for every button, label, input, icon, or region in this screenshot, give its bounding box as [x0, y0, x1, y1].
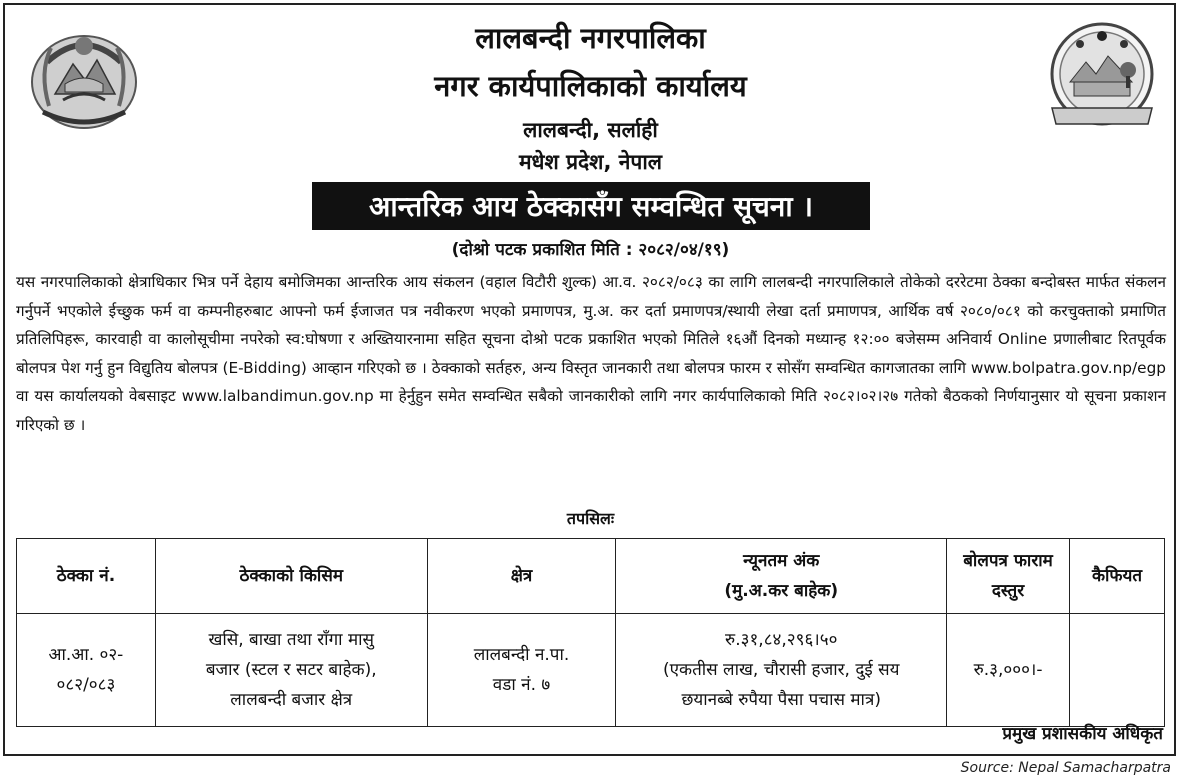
notice-title-banner: आन्तरिक आय ठेक्कासँग सम्वन्धित सूचना । [312, 182, 870, 230]
area-line-2: वडा नं. ७ [492, 675, 551, 695]
notice-body: यस नगरपालिकाको क्षेत्राधिकार भित्र पर्ने देहाय बमोजिमका आन्तरिक आय संकलन (वहाल विटौरी शुल्क) आ.व. २०८२/०८३ का लागि लालबन्दी नगरपालिकाले तोकेको दररेटमा ठेक्का बन्दोबस्त मार्फत संकलन गर्नुपर्ने भएकोले ईच्छुक फर्म वा कम्पनीहरुबाट आफ्नो फर्म ईजाजत पत्र नवीकरण भएको प्रमाणपत्र, मु.अ. कर दर्ता प्रमाणपत्र/स्थायी लेखा दर्ता प्रमाणपत्र, आर्थिक वर्ष २०८०/०८१ को करचुक्ताको प्रमाणित प्रतिलिपिहरू, कारवाही वा कालोसूचीमा नपरेको स्व:घोषणा र अख्तियारनामा सहित सूचना दोश्रो पटक प्रकाशित भएको मितिले १६औं दिनको मध्यान्ह १२:०० बजेसम्म अनिवार्य Online प्रणालीबाट रितपूर्वक बोलपत्र पेश गर्नु हुन विद्युतिय बोलपत्र (E-Bidding) आव्हान गरिएको छ । ठेक्काको सर्तहरु, अन्य विस्तृत जानकारी तथा बोलपत्र फारम र सोसँग सम्वन्धित कागजातका लागि www.bolpatra.gov.np/egp वा यस कार्यालयको वेबसाइट www.lalbandimun.gov.np मा हेर्नुहुन समेत सम्वन्धित सबैको जानकारीको लागि नगर कार्यपालिकाको मिति २०८२।०२।२७ गतेको बैठकको निर्णयानुसार यो सूचना प्रकाशन गरिएको छ । [16, 273, 1166, 434]
province-country: मधेश प्रदेश, नेपाल [519, 150, 662, 174]
min-amount-note: (मु.अ.कर बाहेक) [724, 581, 839, 601]
col-header-remarks: कैफियत [1070, 539, 1165, 614]
municipality-name: लालबन्दी नगरपालिका [475, 21, 706, 55]
tender-type-line-2: बजार (स्टल र सटर बाहेक), [205, 660, 377, 680]
form-fee-label-2: दस्तुर [991, 581, 1025, 601]
office-name: नगर कार्यपालिकाको कार्यालय [434, 69, 747, 103]
amount-words-line-2: छयानब्बे रुपैया पैसा पचास मात्र) [681, 690, 881, 710]
cell-remarks [1070, 614, 1165, 727]
amount-words-line-1: (एकतीस लाख, चौरासी हजार, दुई सय [662, 660, 900, 680]
tender-table [16, 538, 1165, 727]
details-heading: तपसिलः [566, 509, 615, 528]
col-header-tender-no: ठेक्का नं. [17, 539, 156, 614]
office-location: लालबन्दी, सर्लाही [523, 118, 658, 142]
cell-area [427, 614, 616, 727]
col-header-area: क्षेत्र [427, 539, 616, 614]
col-header-min-amount [616, 539, 947, 614]
cell-min-amount [616, 614, 947, 727]
tender-no-line-1: आ.आ. ०२- [48, 645, 124, 665]
signatory-title: प्रमुख प्रशासकीय अधिकृत [1002, 724, 1163, 744]
cell-tender-no [17, 614, 156, 727]
table-header-row [17, 539, 1165, 614]
source-credit: Source: Nepal Samacharpatra [960, 760, 1171, 776]
cell-tender-type [155, 614, 427, 727]
table-row [17, 614, 1165, 727]
col-header-form-fee [947, 539, 1070, 614]
tender-type-line-1: खसि, बाखा तथा राँगा मासु [208, 630, 375, 650]
col-header-tender-type: ठेक्काको किसिम [155, 539, 427, 614]
amount-figure: रु.३१,८४,२९६।५० [725, 630, 838, 650]
form-fee-label: बोलपत्र फाराम [963, 551, 1053, 571]
publish-date-line: (दोश्रो पटक प्रकाशित मिति : २०८२/०४/१९) [451, 240, 730, 260]
min-amount-label: न्यूनतम अंक [743, 551, 820, 571]
tender-no-line-2: ०८२/०८३ [56, 675, 116, 695]
tender-type-line-3: लालबन्दी बजार क्षेत्र [230, 690, 353, 710]
area-line-1: लालबन्दी न.पा. [473, 645, 570, 665]
cell-form-fee: रु.३,०००।- [947, 614, 1070, 727]
